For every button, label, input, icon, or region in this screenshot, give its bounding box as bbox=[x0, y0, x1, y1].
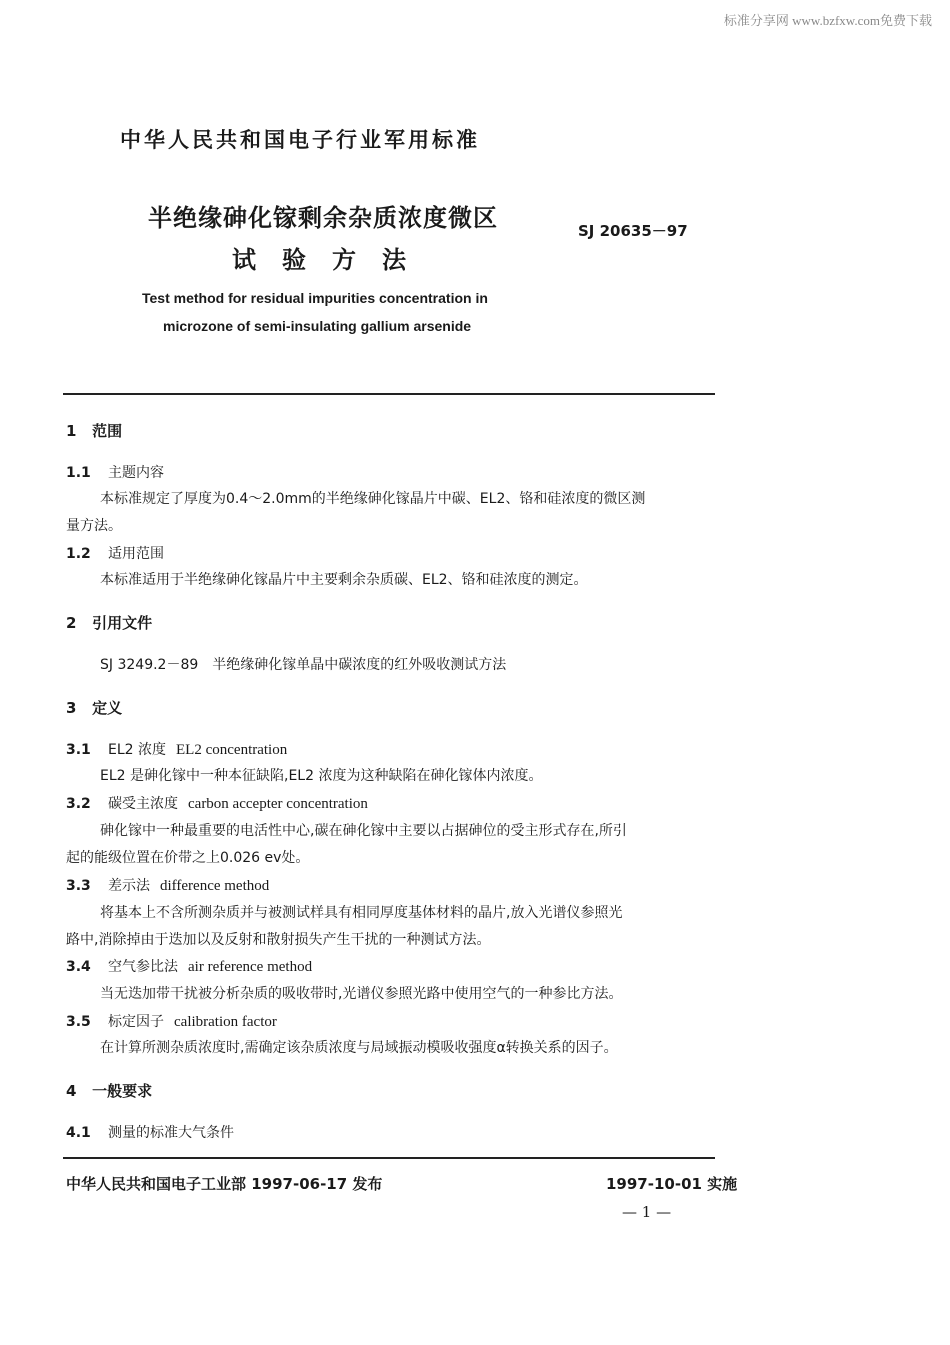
section-3-3-heading: 3.3 差示法 difference method bbox=[66, 878, 270, 894]
section-1-2-heading: 1.2 适用范围 bbox=[66, 546, 164, 562]
effective-date: 1997-10-01 实施 bbox=[606, 1175, 738, 1193]
section-2-heading: 2 引用文件 bbox=[66, 614, 153, 632]
section-1-heading: 1 范围 bbox=[66, 422, 123, 440]
section-3-2-text: 砷化镓中一种最重要的电活性中心,碳在砷化镓中主要以占据砷位的受主形式存在,所引 bbox=[100, 823, 627, 839]
section-3-2-heading: 3.2 碳受主浓度 carbon accepter concentration bbox=[66, 796, 368, 812]
section-1-1-text: 本标准规定了厚度为0.4～2.0mm的半绝缘砷化镓晶片中碳、EL2、铬和硅浓度的微区测 bbox=[100, 491, 646, 507]
issue-statement: 中华人民共和国电子工业部 1997-06-17 发布 bbox=[66, 1175, 383, 1193]
section-4-1-heading: 4.1 测量的标准大气条件 bbox=[66, 1125, 234, 1141]
section-3-5-text: 在计算所测杂质浓度时,需确定该杂质浓度与局域振动模吸收强度α转换关系的因子。 bbox=[100, 1040, 618, 1056]
section-4-heading: 4 一般要求 bbox=[66, 1082, 153, 1100]
section-3-2-text-cont: 起的能级位置在价带之上0.026 ev处。 bbox=[66, 850, 310, 866]
title-en-line2: microzone of semi-insulating gallium arsenide bbox=[163, 318, 472, 334]
watermark: 标准分享网 www.bzfxw.com免费下载 bbox=[723, 13, 932, 28]
section-3-1-text: EL2 是砷化镓中一种本征缺陷,EL2 浓度为这种缺陷在砷化镓体内浓度。 bbox=[100, 768, 543, 784]
title-zh-line2: 试验方法 bbox=[232, 246, 432, 274]
section-3-4-text: 当无迭加带干扰被分析杂质的吸收带时,光谱仪参照光路中使用空气的一种参比方法。 bbox=[100, 986, 623, 1002]
section-1-2-text: 本标准适用于半绝缘砷化镓晶片中主要剩余杂质碳、EL2、铬和硅浓度的测定。 bbox=[100, 572, 588, 588]
section-3-1-heading: 3.1 EL2 浓度 EL2 concentration bbox=[66, 742, 288, 758]
title-en-line1: Test method for residual impurities concentration in bbox=[142, 290, 488, 306]
reference-document: SJ 3249.2－89 半绝缘砷化镓单晶中碳浓度的红外吸收测试方法 bbox=[100, 657, 507, 673]
section-1-1-text-cont: 量方法。 bbox=[66, 518, 122, 534]
header-divider bbox=[63, 393, 715, 395]
section-3-3-text: 将基本上不含所测杂质并与被测试样具有相同厚度基体材料的晶片,放入光谱仪参照光 bbox=[100, 905, 623, 921]
section-3-3-text-cont: 路中,消除掉由于迭加以及反射和散射损失产生干扰的一种测试方法。 bbox=[66, 932, 491, 948]
section-3-5-heading: 3.5 标定因子 calibration factor bbox=[66, 1014, 277, 1030]
title-zh-line1: 半绝缘砷化镓剩余杂质浓度微区 bbox=[148, 204, 498, 232]
standard-code: SJ 20635－97 bbox=[578, 222, 688, 240]
standard-category: 中华人民共和国电子行业军用标准 bbox=[120, 128, 480, 152]
footer-divider bbox=[63, 1157, 715, 1159]
section-3-heading: 3 定义 bbox=[66, 699, 123, 717]
section-1-1-heading: 1.1 主题内容 bbox=[66, 465, 164, 481]
section-3-4-heading: 3.4 空气参比法 air reference method bbox=[66, 959, 313, 975]
page-number: — 1 — bbox=[622, 1203, 672, 1221]
